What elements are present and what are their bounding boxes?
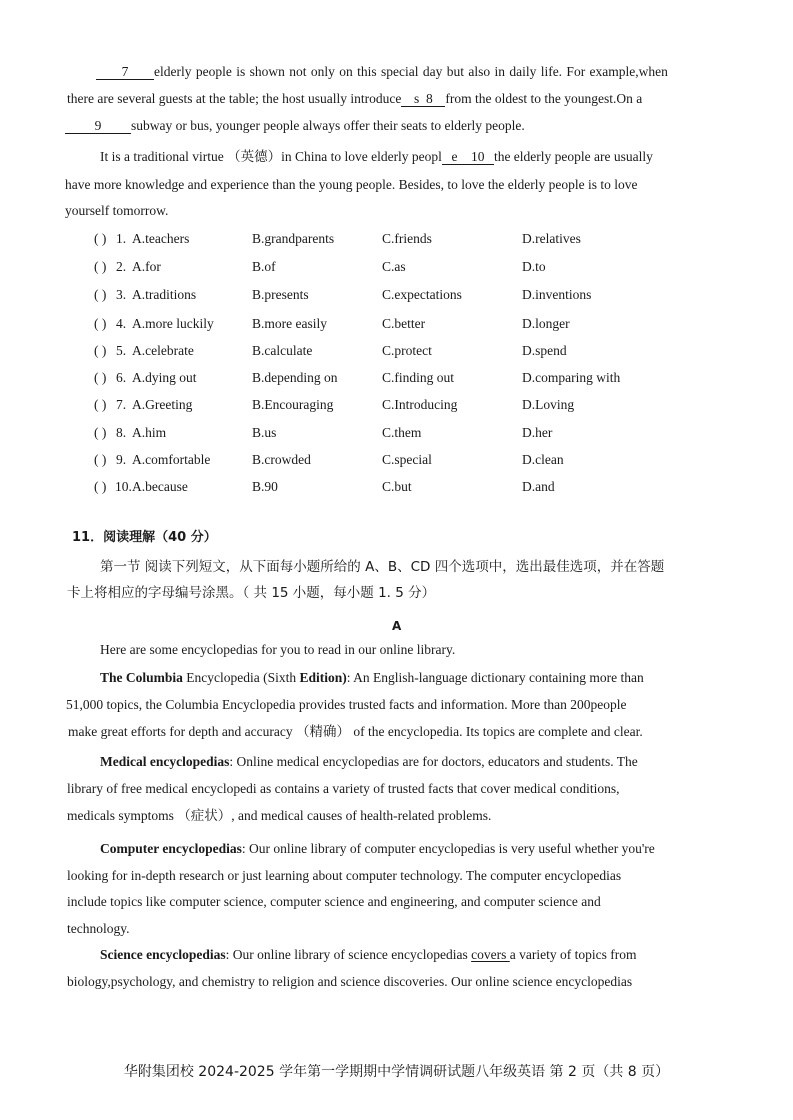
answer-parentheses[interactable]: ( ): [94, 259, 107, 274]
answer-parentheses[interactable]: ( ): [94, 479, 107, 494]
answer-parentheses[interactable]: ( ): [94, 316, 107, 331]
question-number: 1.: [116, 231, 127, 246]
medical-title: Medical encyclopedias: [100, 754, 230, 769]
blank-number: 10: [470, 149, 485, 164]
question-number: 8.: [116, 425, 127, 440]
option-d: D.longer: [522, 316, 570, 331]
passage-line-2: [67, 90, 642, 108]
option-c: C.friends: [382, 231, 432, 246]
columbia-title: The Columbia: [100, 670, 183, 685]
option-b: B.grandparents: [252, 231, 335, 246]
passage-letter: A: [392, 619, 402, 633]
blank-prefix: s: [414, 91, 420, 106]
science-title: Science encyclopedias: [100, 947, 226, 962]
columbia-line-2: 51,000 topics, the Columbia Encyclopedia provides trusted facts and information. More than 200people: [66, 697, 627, 712]
option-b: B.Encouraging: [252, 397, 334, 412]
question-number: 4.: [116, 316, 127, 331]
option-c: C.special: [382, 452, 432, 467]
option-d: D.inventions: [522, 287, 592, 302]
science-text: a variety of topics from: [509, 947, 637, 962]
option-a: A.dying out: [132, 370, 197, 385]
columbia-text: : An English-language dictionary containing more than: [346, 670, 644, 685]
blank-prefix: e: [451, 149, 458, 164]
question-number: 6.: [116, 370, 127, 385]
blank-9: 9: [65, 118, 131, 134]
medical-line-3: medicals symptoms （症状）, and medical causes of health-related problems.: [67, 808, 492, 823]
passage-line-1: [96, 63, 668, 81]
option-c: C.Introducing: [382, 397, 458, 412]
option-d: D.her: [522, 425, 553, 440]
option-d: D.comparing with: [522, 370, 621, 385]
blank-8: [401, 91, 445, 107]
option-d: D.clean: [522, 452, 564, 467]
option-b: B.90: [252, 479, 278, 494]
option-d: D.to: [522, 259, 546, 274]
underlined-word: covers: [471, 947, 510, 962]
columbia-line-3: make great efforts for depth and accuracy （精确） of the encyclopedia. Its topics are complete and clear.: [68, 724, 643, 739]
option-b: B.us: [252, 425, 277, 440]
passage-text: It is a traditional virtue （英德）in China to love elderly peopl: [100, 149, 442, 164]
blank-number: 8: [426, 91, 433, 106]
question-number: 3.: [116, 287, 127, 302]
medical-line-1: [100, 753, 638, 771]
passage-text: there are several guests at the table; the host usually introduce: [67, 91, 402, 106]
section-heading: 11．阅读理解（40 分）: [72, 530, 217, 545]
option-a: A.traditions: [132, 287, 197, 302]
columbia-title-mid: Encyclopedia (Sixth: [182, 670, 300, 685]
option-d: D.relatives: [522, 231, 581, 246]
option-b: B.of: [252, 259, 276, 274]
answer-parentheses[interactable]: ( ): [94, 343, 107, 358]
passage-intro: Here are some encyclopedias for you to read in our online library.: [100, 642, 456, 657]
passage-text: the elderly people are usually: [493, 149, 653, 164]
option-a: A.Greeting: [132, 397, 193, 412]
passage-line-4: [100, 148, 653, 166]
option-c: C.better: [382, 316, 426, 331]
passage-line-6: yourself tomorrow.: [65, 203, 169, 218]
passage-text: subway or bus, younger people always offer their seats to elderly people.: [131, 118, 525, 133]
option-b: B.more easily: [252, 316, 327, 331]
computer-line-3: include topics like computer science, computer science and engineering, and computer science and: [67, 894, 601, 909]
computer-line-4: technology.: [67, 921, 130, 936]
option-d: D.and: [522, 479, 555, 494]
answer-parentheses[interactable]: ( ): [94, 370, 107, 385]
answer-parentheses[interactable]: ( ): [94, 231, 107, 246]
option-c: C.but: [382, 479, 412, 494]
medical-line-2: library of free medical encyclopedi as contains a variety of trusted facts that cover medical conditions,: [67, 781, 620, 796]
question-number: 9.: [116, 452, 127, 467]
passage-line-5: have more knowledge and experience than the young people. Besides, to love the elderly people is to love: [65, 177, 638, 192]
columbia-title-end: Edition): [299, 670, 347, 685]
computer-text: : Our online library of computer encyclopedias is very useful whether you're: [241, 841, 655, 856]
option-b: B.calculate: [252, 343, 313, 358]
option-d: D.Loving: [522, 397, 575, 412]
option-c: C.finding out: [382, 370, 455, 385]
question-number: 2.: [116, 259, 127, 274]
question-number: 7.: [116, 397, 127, 412]
option-a: A.more luckily: [132, 316, 214, 331]
computer-line-1: [100, 840, 655, 858]
passage-line-3: [65, 117, 525, 135]
medical-text: : Online medical encyclopedias are for doctors, educators and students. The: [229, 754, 638, 769]
question-number: 10.: [115, 479, 132, 494]
option-c: C.them: [382, 425, 422, 440]
option-c: C.as: [382, 259, 406, 274]
passage-text: from the oldest to the youngest.On a: [445, 91, 643, 106]
option-a: A.comfortable: [132, 452, 211, 467]
option-a: A.him: [132, 425, 167, 440]
option-b: B.presents: [252, 287, 309, 302]
passage-text: elderly people is shown not only on this special day but also in daily life. For example,when: [154, 64, 668, 79]
option-c: C.expectations: [382, 287, 462, 302]
option-b: B.depending on: [252, 370, 338, 385]
answer-parentheses[interactable]: ( ): [94, 287, 107, 302]
blank-10: [442, 149, 494, 165]
computer-title: Computer encyclopedias: [100, 841, 242, 856]
option-d: D.spend: [522, 343, 567, 358]
science-line-1: [100, 946, 636, 964]
option-b: B.crowded: [252, 452, 311, 467]
science-line-2: biology,psychology, and chemistry to religion and science discoveries. Our online science encyclopedias: [67, 974, 633, 989]
option-a: A.because: [132, 479, 188, 494]
science-text: : Our online library of science encyclopedias: [225, 947, 472, 962]
option-a: A.teachers: [132, 231, 190, 246]
instruction-line-2: 卡上将相应的字母编号涂黑。（ 共 15 小题，每小题 1. 5 分）: [67, 585, 436, 601]
question-number: 5.: [116, 343, 127, 358]
option-a: A.celebrate: [132, 343, 194, 358]
option-a: A.for: [132, 259, 161, 274]
computer-line-2: looking for in-depth research or just learning about computer technology. The computer encyclopedias: [67, 868, 622, 883]
answer-parentheses[interactable]: ( ): [94, 397, 107, 412]
blank-7: 7: [96, 64, 154, 80]
answer-parentheses[interactable]: ( ): [94, 425, 107, 440]
columbia-line-1: [100, 669, 644, 687]
answer-parentheses[interactable]: ( ): [94, 452, 107, 467]
instruction-line-1: 第一节 阅读下列短文，从下面每小题所给的 A、B、CD 四个选项中，选出最佳选项，并在答题: [100, 559, 665, 575]
option-c: C.protect: [382, 343, 432, 358]
page-footer: 华附集团校 2024-2025 学年第一学期期中学情调研试题八年级英语 第 2 页（共 8 页）: [123, 1064, 670, 1080]
